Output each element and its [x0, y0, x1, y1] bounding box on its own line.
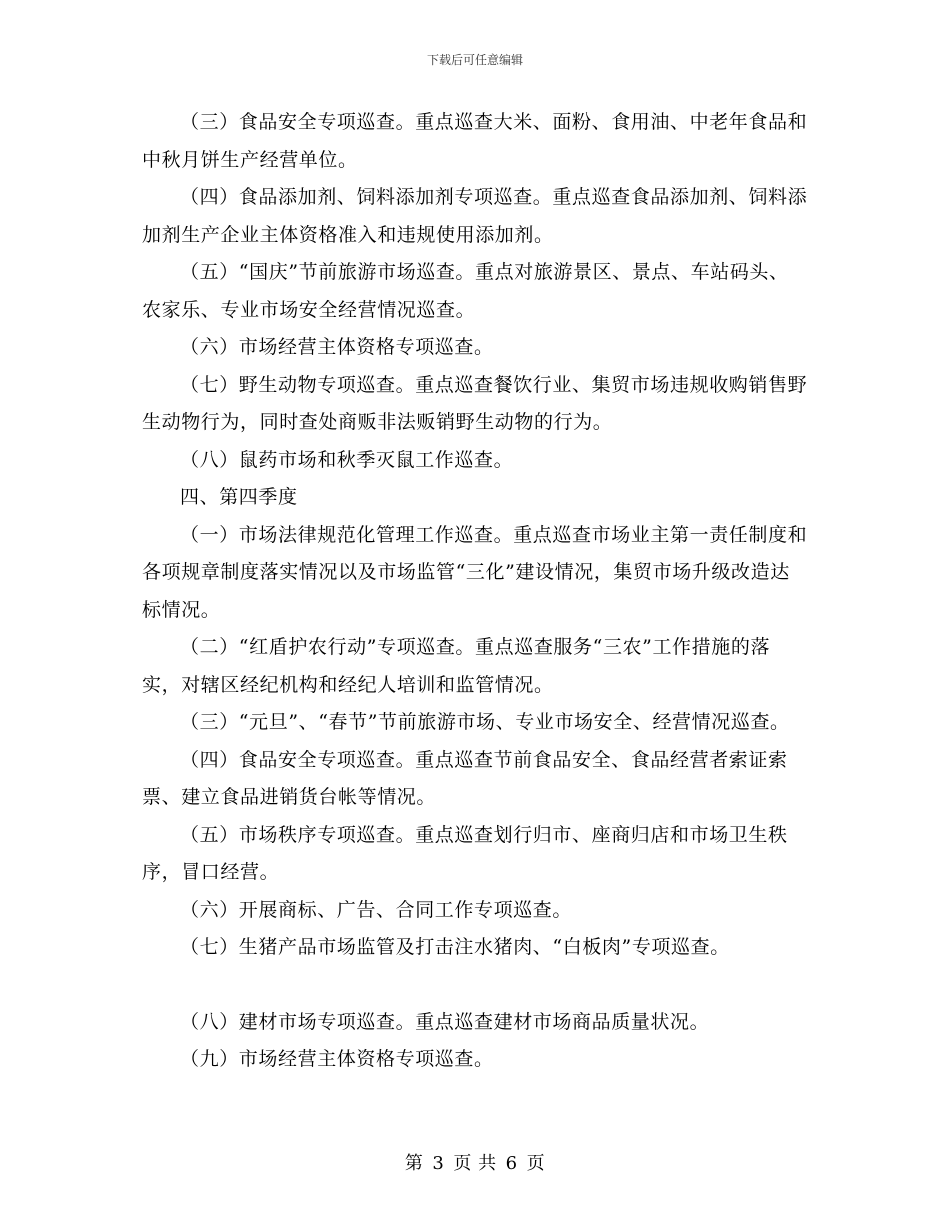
paragraph-red-shield: （二）“红盾护农行动”专项巡查。重点巡查服务“三农”工作措施的落实，对辖区经纪机构和经纪人培训和监管情况。	[142, 636, 771, 696]
current-page-number: 3	[432, 1153, 445, 1174]
paragraph-national-day-tourism: （五）“国庆”节前旅游市场巡查。重点对旅游景区、景点、车站码头、农家乐、专业市场安全经营情况巡查。	[142, 261, 789, 321]
paragraph-rodenticide: （八）鼠药市场和秋季灭鼠工作巡查。	[180, 448, 514, 471]
document-body	[142, 104, 808, 1079]
total-page-number: 6	[505, 1153, 518, 1174]
paragraph-trademark: （六）开展商标、广告、合同工作专项巡查。	[180, 898, 573, 921]
paragraph-food-safety-q3: （三）食品安全专项巡查。重点巡查大米、面粉、食用油、中老年食品和中秋月饼生产经营单位。	[142, 111, 808, 171]
paragraph-new-year-tourism: （三）“元旦”、“春节”节前旅游市场、专业市场安全、经营情况巡查。	[180, 711, 790, 733]
page-footer	[0, 1153, 950, 1175]
paragraph-food-safety-q4: （四）食品安全专项巡查。重点巡查节前食品安全、食品经营者索证索票、建立食品进销货台帐等情况。	[142, 748, 788, 808]
footer-prefix: 第	[404, 1153, 424, 1174]
paragraph-market-entity-q3: （六）市场经营主体资格专项巡查。	[180, 336, 494, 358]
footer-middle: 页 共	[453, 1153, 497, 1174]
paragraph-wildlife: （七）野生动物专项巡查。重点巡查餐饮行业、集贸市场违规收购销售野生动物行为，同时查处商贩非法贩销野生动物的行为。	[142, 373, 808, 433]
footer-suffix: 页	[526, 1153, 546, 1174]
paragraph-market-entity-q4: （九）市场经营主体资格专项巡查。	[180, 1048, 494, 1070]
paragraph-additives: （四）食品添加剂、饲料添加剂专项巡查。重点巡查食品添加剂、饲料添加剂生产企业主体资格准入和违规使用添加剂。	[142, 186, 808, 246]
section-heading-q4: 四、第四季度	[180, 486, 298, 508]
paragraph-market-law: （一）市场法律规范化管理工作巡查。重点巡查市场业主第一责任制度和各项规章制度落实情况以及市场监管“三化”建设情况，集贸市场升级改造达标情况。	[142, 523, 808, 621]
paragraph-pork: （七）生猪产品市场监管及打击注水猪肉、“白板肉”专项巡查。	[180, 936, 730, 958]
blank-line	[142, 967, 808, 1004]
paragraph-market-order: （五）市场秩序专项巡查。重点巡查划行归市、座商归店和市场卫生秩序，冒口经营。	[142, 823, 788, 883]
paragraph-building-materials: （八）建材市场专项巡查。重点巡查建材市场商品质量状况。	[180, 1010, 710, 1033]
page-header: 下载后可任意编辑	[426, 53, 523, 67]
